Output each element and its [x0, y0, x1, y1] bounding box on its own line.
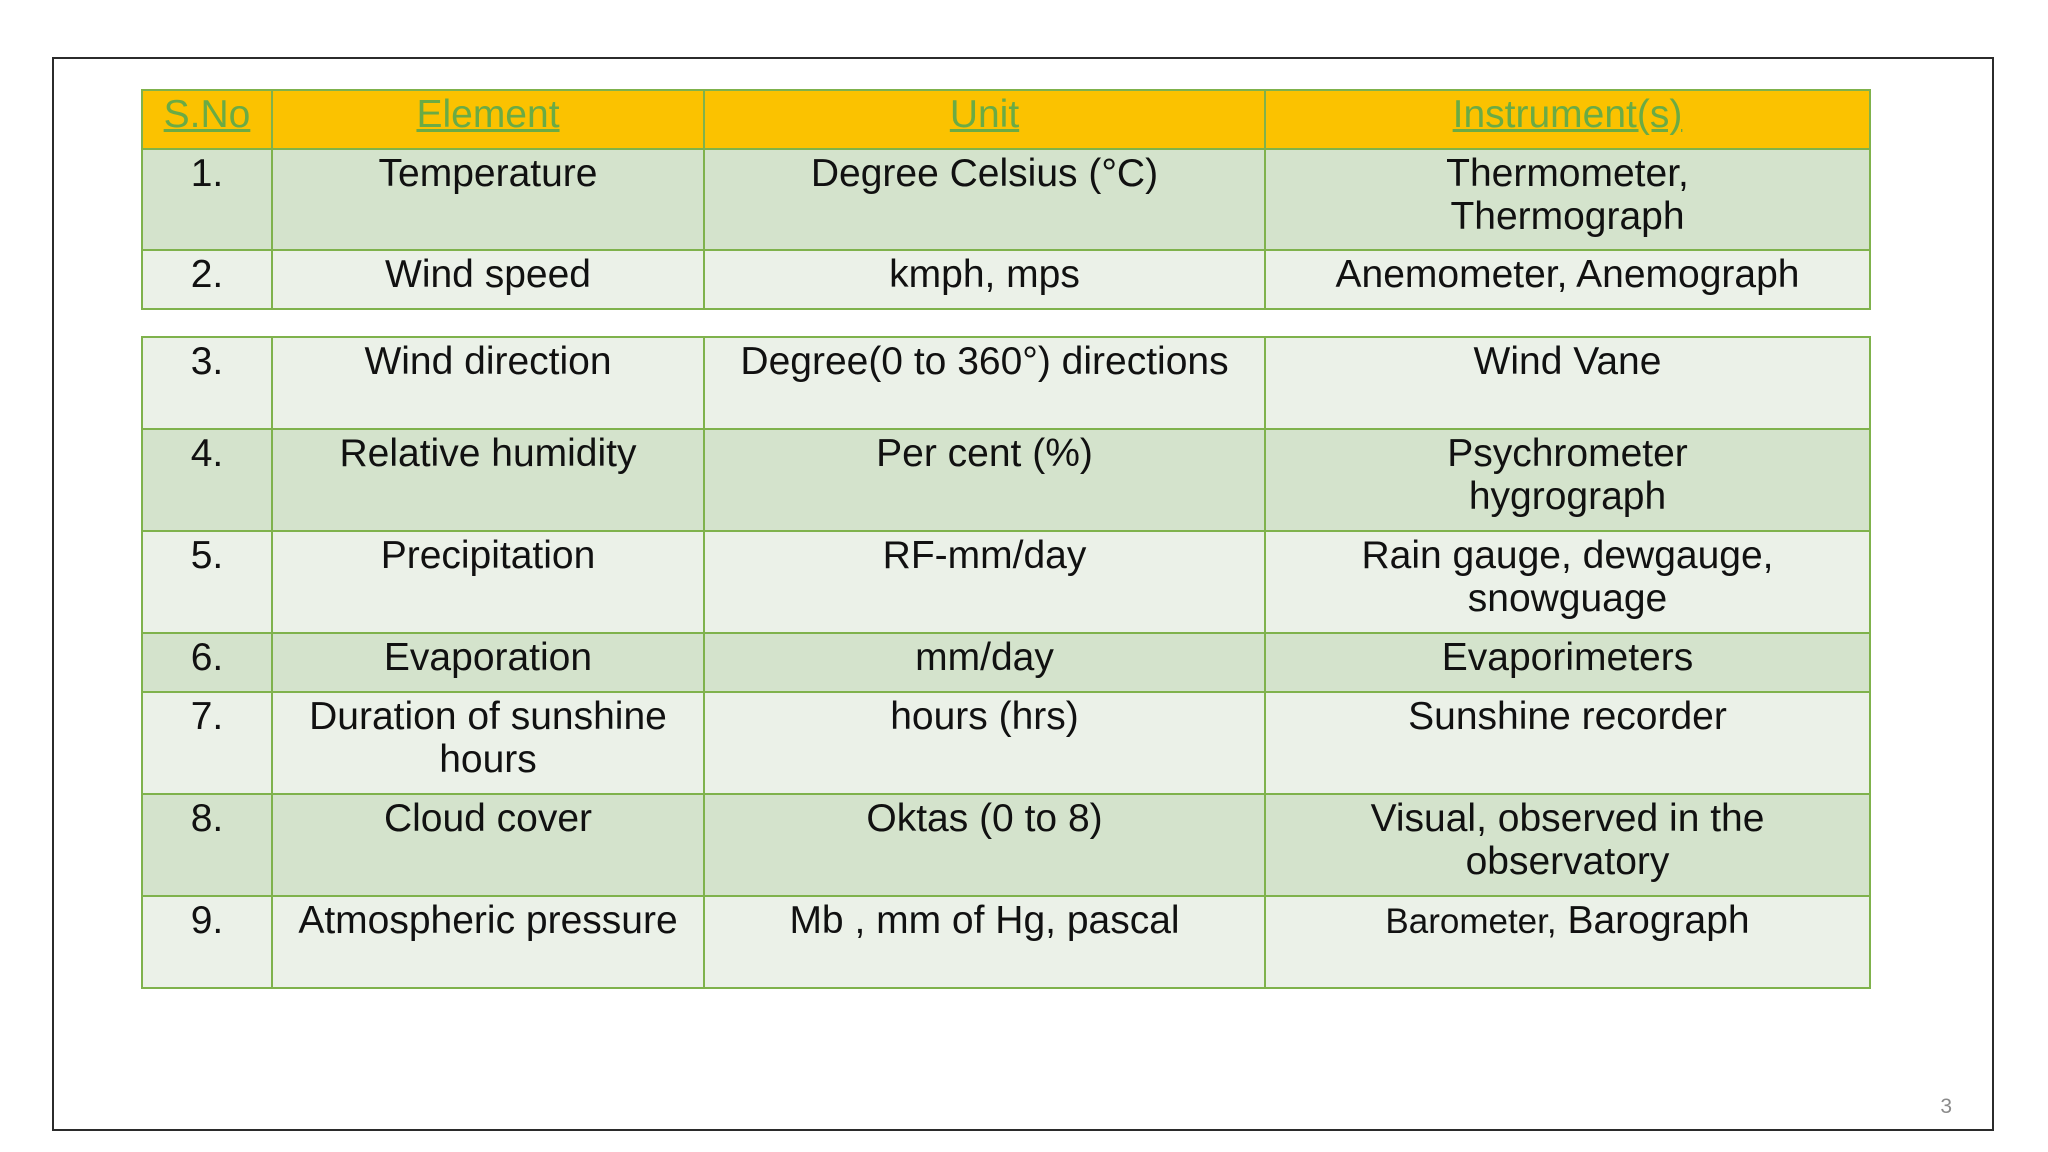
cell-unit: Oktas (0 to 8)	[704, 794, 1265, 896]
cell-sno: 6.	[142, 633, 272, 692]
elements-table-top	[141, 89, 1871, 310]
instrument-line: Sunshine recorder	[1408, 695, 1727, 738]
cell-element: Atmospheric pressure	[272, 896, 704, 988]
cell-instrument	[1265, 149, 1870, 250]
table-row	[142, 429, 1870, 531]
cell-sno: 4.	[142, 429, 272, 531]
instrument-part: Barograph	[1556, 899, 1750, 942]
instrument-line: Psychrometer	[1447, 432, 1688, 475]
cell-sno: 2.	[142, 250, 272, 309]
cell-instrument	[1265, 633, 1870, 692]
instrument-part: Barometer,	[1385, 902, 1557, 941]
cell-unit: hours (hrs)	[704, 692, 1265, 794]
cell-sno: 8.	[142, 794, 272, 896]
instrument-line: Wind Vane	[1473, 340, 1662, 383]
cell-unit: kmph, mps	[704, 250, 1265, 309]
cell-unit: Mb , mm of Hg, pascal	[704, 896, 1265, 988]
table-row	[142, 250, 1870, 309]
instrument-line: Thermometer,	[1446, 152, 1689, 195]
instrument-line: Anemometer, Anemograph	[1335, 253, 1800, 296]
table-row	[142, 531, 1870, 633]
instrument-line: snowguage	[1467, 577, 1668, 620]
cell-sno: 3.	[142, 337, 272, 429]
cell-sno: 1.	[142, 149, 272, 250]
header-sno-link[interactable]: S.No	[163, 93, 251, 136]
instrument-line: Thermograph	[1450, 195, 1685, 238]
table-row	[142, 149, 1870, 250]
cell-instrument	[1265, 429, 1870, 531]
elements-table-bottom	[141, 336, 1871, 989]
cell-element: Precipitation	[272, 531, 704, 633]
cell-unit: Degree Celsius (°C)	[704, 149, 1265, 250]
header-unit	[704, 90, 1265, 149]
header-unit-link[interactable]: Unit	[949, 93, 1020, 136]
cell-element: Relative humidity	[272, 429, 704, 531]
header-instrument	[1265, 90, 1870, 149]
table-row	[142, 633, 1870, 692]
instrument-line: observatory	[1465, 840, 1670, 883]
cell-unit: mm/day	[704, 633, 1265, 692]
cell-unit: RF-mm/day	[704, 531, 1265, 633]
table-row	[142, 337, 1870, 429]
cell-element: Evaporation	[272, 633, 704, 692]
instrument-line: Rain gauge, dewgauge,	[1361, 534, 1774, 577]
cell-element: Cloud cover	[272, 794, 704, 896]
header-element-link[interactable]: Element	[416, 93, 560, 136]
cell-unit: Per cent (%)	[704, 429, 1265, 531]
header-sno	[142, 90, 272, 149]
cell-instrument	[1265, 692, 1870, 794]
cell-instrument	[1265, 531, 1870, 633]
table-header-row	[142, 90, 1870, 149]
cell-instrument	[1265, 794, 1870, 896]
header-element	[272, 90, 704, 149]
cell-instrument	[1265, 337, 1870, 429]
cell-element: Temperature	[272, 149, 704, 250]
header-instrument-link[interactable]: Instrument(s)	[1452, 93, 1683, 136]
page-number: 3	[1940, 1095, 1952, 1118]
instrument-line: Visual, observed in the	[1370, 797, 1765, 840]
cell-element	[272, 692, 704, 794]
cell-sno: 7.	[142, 692, 272, 794]
cell-sno: 5.	[142, 531, 272, 633]
cell-element: Wind speed	[272, 250, 704, 309]
cell-instrument	[1265, 896, 1870, 988]
element-line: Duration of sunshine	[309, 695, 667, 738]
element-line: hours	[439, 738, 537, 781]
cell-instrument	[1265, 250, 1870, 309]
table-row	[142, 794, 1870, 896]
table-row	[142, 692, 1870, 794]
cell-element: Wind direction	[272, 337, 704, 429]
cell-unit: Degree(0 to 360°) directions	[704, 337, 1265, 429]
instrument-line: hygrograph	[1468, 475, 1667, 518]
table-row	[142, 896, 1870, 988]
instrument-line: Evaporimeters	[1441, 636, 1694, 679]
cell-sno: 9.	[142, 896, 272, 988]
